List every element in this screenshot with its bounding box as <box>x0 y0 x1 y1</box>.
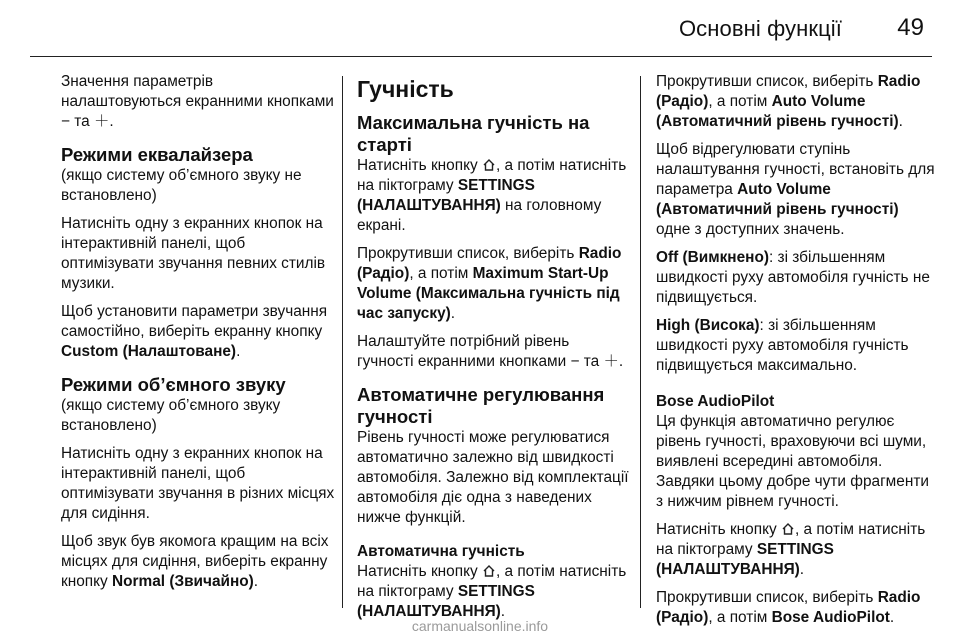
home-icon <box>781 522 795 536</box>
radio-label: Radio (Радіо) <box>656 73 921 110</box>
heading-auto-volume: Автоматична гучність <box>357 543 525 560</box>
column-1 <box>61 72 336 600</box>
heading-max-startup-volume: Максимальна гучність на старті <box>357 112 590 155</box>
watermark: carmanualsonline.info <box>411 618 549 634</box>
paragraph-auto-step2: Прокрутивши список, виберіть Radio (Радіо), а потім Auto Volume (Автоматичний рівень гучності). <box>656 73 921 130</box>
bose-audiopilot-label: Bose AudioPilot <box>771 609 890 626</box>
paragraph-max-step2: Прокрутивши список, виберіть Radio (Радіо), а потім Maximum Start-Up Volume (Максимальна гучність під час запуску). <box>357 245 622 322</box>
paragraph-bose-step2: Прокрутивши список, виберіть Radio (Радіо), а потім Bose AudioPilot. <box>656 589 921 626</box>
paragraph-eq-condition: (якщо систему об’ємного звуку не встановлено) <box>61 167 302 204</box>
section-title: Основні функції <box>678 16 842 41</box>
settings-label: SETTINGS (НАЛАШТУВАННЯ) <box>357 177 535 214</box>
auto-volume-label: Auto Volume (Автоматичний рівень гучності) <box>656 93 899 130</box>
paragraph-off-option: Off (Вимкнено): зі збільшенням швидкості руху автомобіля гучність не підвищується. <box>656 249 930 306</box>
paragraph-surround-normal: Щоб звук був якомога кращим на всіх місцях для сидіння, виберіть екранну кнопку Normal (Звичайно). <box>61 533 329 590</box>
off-option-label: Off (Вимкнено) <box>656 249 769 266</box>
heading-volume: Гучність <box>357 76 454 102</box>
paragraph-auto-step1: Натисніть кнопку , а потім натисніть на піктограму SETTINGS (НАЛАШТУВАННЯ). <box>357 563 627 620</box>
column-divider-2 <box>640 76 641 608</box>
paragraph-max-step3: Налаштуйте потрібний рівень гучності екранними кнопками − та ＋. <box>357 333 624 370</box>
paragraph-bose-intro: Ця функція автоматично регулює рівень гучності, враховуючи всі шуми, виявлені всередині автомобіля. Завдяки цьому добре чути фрагменти з нижчим рівнем гучності. <box>656 413 929 510</box>
home-icon <box>482 564 496 578</box>
paragraph-adjust-values: Значення параметрів налаштовуються екранними кнопками − та ＋. <box>61 73 334 130</box>
paragraph-max-step1: Натисніть кнопку , а потім натисніть на піктограму SETTINGS (НАЛАШТУВАННЯ) на головному екрані. <box>357 157 627 234</box>
paragraph-auto-step3: Щоб відрегулювати ступінь налаштування гучності, встановіть для параметра Auto Volume (Автоматичний рівень гучності) одне з доступних значень. <box>656 141 935 238</box>
custom-option-label: Custom (Налаштоване) <box>61 343 237 360</box>
normal-option-label: Normal (Звичайно) <box>112 573 254 590</box>
high-option-label: High (Висока) <box>656 317 760 334</box>
home-icon <box>482 158 496 172</box>
column-divider-1 <box>342 76 343 608</box>
page-number: 49 <box>897 14 924 41</box>
paragraph-surround-condition: (якщо систему об’ємного звуку встановлено) <box>61 397 281 434</box>
heading-surround-modes: Режими об’ємного звуку <box>61 374 286 395</box>
radio-label: Radio (Радіо) <box>357 245 622 282</box>
settings-label: SETTINGS (НАЛАШТУВАННЯ) <box>357 583 535 620</box>
paragraph-eq-instruction: Натисніть одну з екранних кнопок на інтерактивній панелі, щоб оптимізувати звучання певних стилів музики. <box>61 215 326 292</box>
heading-auto-volume-control: Автоматичне регулювання гучності <box>357 384 605 427</box>
page-header <box>0 0 960 58</box>
paragraph-eq-custom: Щоб установити параметри звучання самостійно, виберіть екранну кнопку Custom (Налаштоване). <box>61 303 328 360</box>
paragraph-auto-intro: Рівень гучності може регулюватися автоматично залежно від швидкості автомобіля. Залежно від комплектації автомобіля діє одна з наведених нижче функцій. <box>357 429 629 526</box>
max-startup-volume-label: Maximum Start-Up Volume (Максимальна гучність під час запуску) <box>357 265 620 322</box>
radio-label: Radio (Радіо) <box>656 589 921 626</box>
auto-volume-label: Auto Volume (Автоматичний рівень гучності) <box>656 181 899 218</box>
column-3 <box>656 72 936 636</box>
column-2 <box>357 72 629 630</box>
heading-bose-audiopilot: Bose AudioPilot <box>656 393 775 410</box>
settings-label: SETTINGS (НАЛАШТУВАННЯ) <box>656 541 834 578</box>
header-rule <box>30 56 932 57</box>
paragraph-surround-instruction: Натисніть одну з екранних кнопок на інтерактивній панелі, щоб оптимізувати звучання в різних місцях для сидіння. <box>61 445 335 522</box>
paragraph-high-option: High (Висока): зі збільшенням швидкості руху автомобіля гучність підвищується максимально. <box>656 317 909 374</box>
heading-equalizer-modes: Режими еквалайзера <box>61 144 253 165</box>
paragraph-bose-step1: Натисніть кнопку , а потім натисніть на піктограму SETTINGS (НАЛАШТУВАННЯ). <box>656 521 926 578</box>
